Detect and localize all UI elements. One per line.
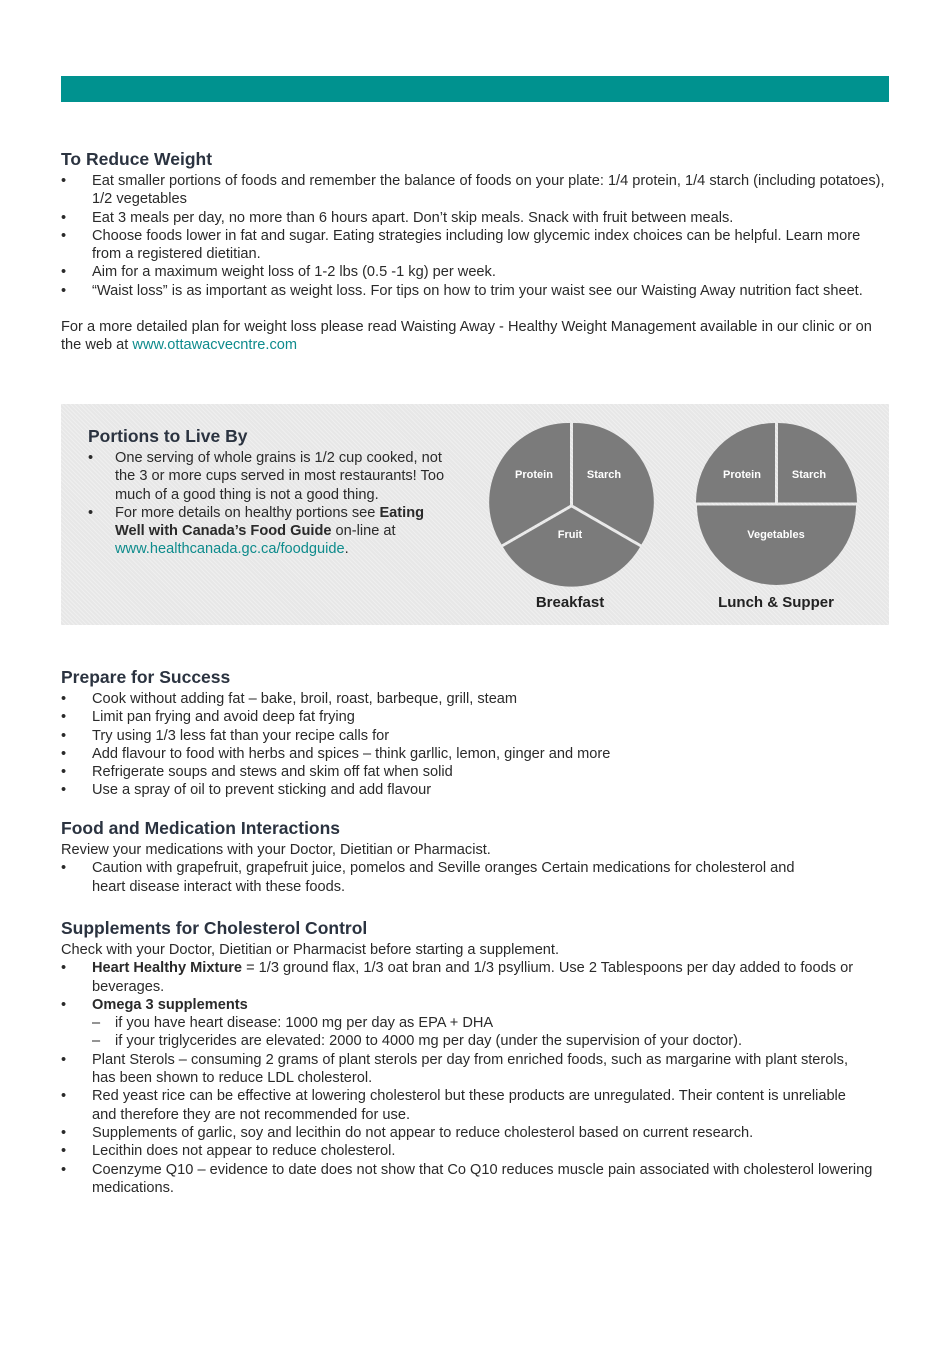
list-item: • Coenzyme Q10 – evidence to date does not show that Co Q10 reduces muscle pain associated with cholesterol lowering medications. bbox=[61, 1161, 892, 1198]
weight-loss-note bbox=[61, 318, 886, 355]
list-item: • Limit pan frying and avoid deep fat frying bbox=[61, 708, 891, 726]
interactions-section bbox=[61, 818, 821, 896]
interactions-title: Food and Medication Interactions bbox=[61, 818, 341, 838]
portions-item2-end: . bbox=[344, 541, 349, 558]
portions-title: Portions to Live By bbox=[88, 426, 248, 446]
supplements-title: Supplements for Cholesterol Control bbox=[61, 918, 368, 938]
list-item: • Eat smaller portions of foods and remember the balance of foods on your plate: 1/4 protein, 1/4 starch (including potatoes), 1/2 vegetables bbox=[61, 172, 891, 209]
list-item: • Add flavour to food with herbs and spices – think garllic, lemon, ginger and more bbox=[61, 745, 891, 763]
sub-list-item: – if your triglycerides are elevated: 2000 to 4000 mg per day (under the supervision of your doctor). bbox=[61, 1032, 891, 1050]
breakfast-starch-label: Starch bbox=[586, 469, 622, 481]
reduce-weight-list bbox=[61, 172, 891, 300]
food-guide-title: Eating Well with Canada’s Food Guide bbox=[115, 504, 425, 540]
interactions-list bbox=[61, 859, 821, 896]
breakfast-plate bbox=[489, 423, 654, 611]
list-item: • Choose foods lower in fat and sugar. Eating strategies including low glycemic index choices can be helpful. Learn more from a registered dietitian. bbox=[61, 227, 891, 264]
mixture-text: = 1/3 ground flax, 1/3 oat bran and 1/3 psyllium. Use 2 Tablespoons per day added to foods or beverages. bbox=[92, 960, 854, 995]
reduce-weight-title: To Reduce Weight bbox=[61, 149, 213, 169]
lunch-protein-label: Protein bbox=[723, 469, 761, 481]
lunch-vegetables-segment bbox=[697, 506, 856, 586]
breakfast-protein-label: Protein bbox=[515, 469, 553, 481]
list-item: • Supplements of garlic, soy and lecithin do not appear to reduce cholesterol based on current research. bbox=[61, 1124, 891, 1142]
reduce-weight-section bbox=[61, 149, 891, 355]
list-item: • Try using 1/3 less fat than your recipe calls for bbox=[61, 727, 891, 745]
lunch-starch-label: Starch bbox=[791, 469, 827, 481]
prepare-title: Prepare for Success bbox=[61, 667, 231, 687]
list-item: • Cook without adding fat – bake, broil, roast, barbeque, grill, steam bbox=[61, 690, 891, 708]
breakfast-fruit-label: Fruit bbox=[557, 529, 583, 541]
omega-name: Omega 3 supplements bbox=[92, 996, 248, 1013]
weight-loss-note-text: For a more detailed plan for weight loss please read Waisting Away - Healthy Weight Management available in our clinic or on the web at bbox=[61, 319, 872, 354]
list-item: • Caution with grapefruit, grapefruit juice, pomelos and Seville oranges Certain medications for cholesterol and heart disease interact with these foods. bbox=[61, 859, 821, 896]
header-accent-bar bbox=[61, 76, 889, 102]
lunch-plate bbox=[696, 423, 857, 611]
plate-diagrams bbox=[61, 404, 889, 625]
list-item bbox=[61, 996, 891, 1014]
supplements-section bbox=[61, 918, 891, 1197]
prepare-section bbox=[61, 667, 891, 800]
list-item: • Aim for a maximum weight loss of 1-2 lbs (0.5 -1 kg) per week. bbox=[61, 263, 891, 281]
list-item: • Plant Sterols – consuming 2 grams of plant sterols per day from enriched foods, such as margarine with plant sterols, has been shown to reduce LDL cholesterol. bbox=[61, 1051, 872, 1088]
ottawa-link[interactable]: www.ottawacvecntre.com bbox=[132, 337, 298, 354]
portions-box bbox=[61, 404, 889, 625]
list-item: • Refrigerate soups and stews and skim off fat when solid bbox=[61, 763, 891, 781]
list-item: • One serving of whole grains is 1/2 cup cooked, not the 3 or more cups served in most restaurants! Too much of a good thing is not a good thing. bbox=[88, 449, 445, 504]
list-item: • Use a spray of oil to prevent sticking and add flavour bbox=[61, 781, 891, 799]
list-item: • Lecithin does not appear to reduce cholesterol. bbox=[61, 1142, 891, 1160]
interactions-intro: Review your medications with your Doctor, Dietitian or Pharmacist. bbox=[61, 842, 491, 858]
lunch-starch-segment bbox=[778, 423, 857, 503]
lunch-plate-title: Lunch & Supper bbox=[718, 594, 834, 611]
list-item: • Red yeast rice can be effective at lowering cholesterol but these products are unregulated. Their content is unreliable and therefore they are not recommended for use. bbox=[61, 1087, 872, 1124]
food-guide-link[interactable]: www.healthcanada.gc.ca/foodguide bbox=[115, 541, 345, 558]
supplements-list bbox=[61, 959, 891, 1197]
portions-item2-mid: on-line at bbox=[331, 523, 396, 540]
mixture-name: Heart Healthy Mixture bbox=[92, 960, 243, 977]
list-item: • Eat 3 meals per day, no more than 6 hours apart. Don’t skip meals. Snack with fruit between meals. bbox=[61, 209, 891, 227]
prepare-list bbox=[61, 690, 891, 800]
list-item: • “Waist loss” is as important as weight loss. For tips on how to trim your waist see our Waisting Away nutrition fact sheet. bbox=[61, 282, 891, 300]
lunch-protein-segment bbox=[696, 423, 775, 503]
sub-list-item: – if you have heart disease: 1000 mg per day as EPA + DHA bbox=[61, 1014, 891, 1032]
breakfast-plate-title: Breakfast bbox=[535, 594, 605, 611]
portions-item2-text: For more details on healthy portions see bbox=[115, 504, 380, 521]
supplements-intro: Check with your Doctor, Dietitian or Pharmacist before starting a supplement. bbox=[61, 942, 560, 958]
list-item bbox=[61, 959, 862, 996]
lunch-vegetables-label: Vegetables bbox=[747, 529, 805, 541]
